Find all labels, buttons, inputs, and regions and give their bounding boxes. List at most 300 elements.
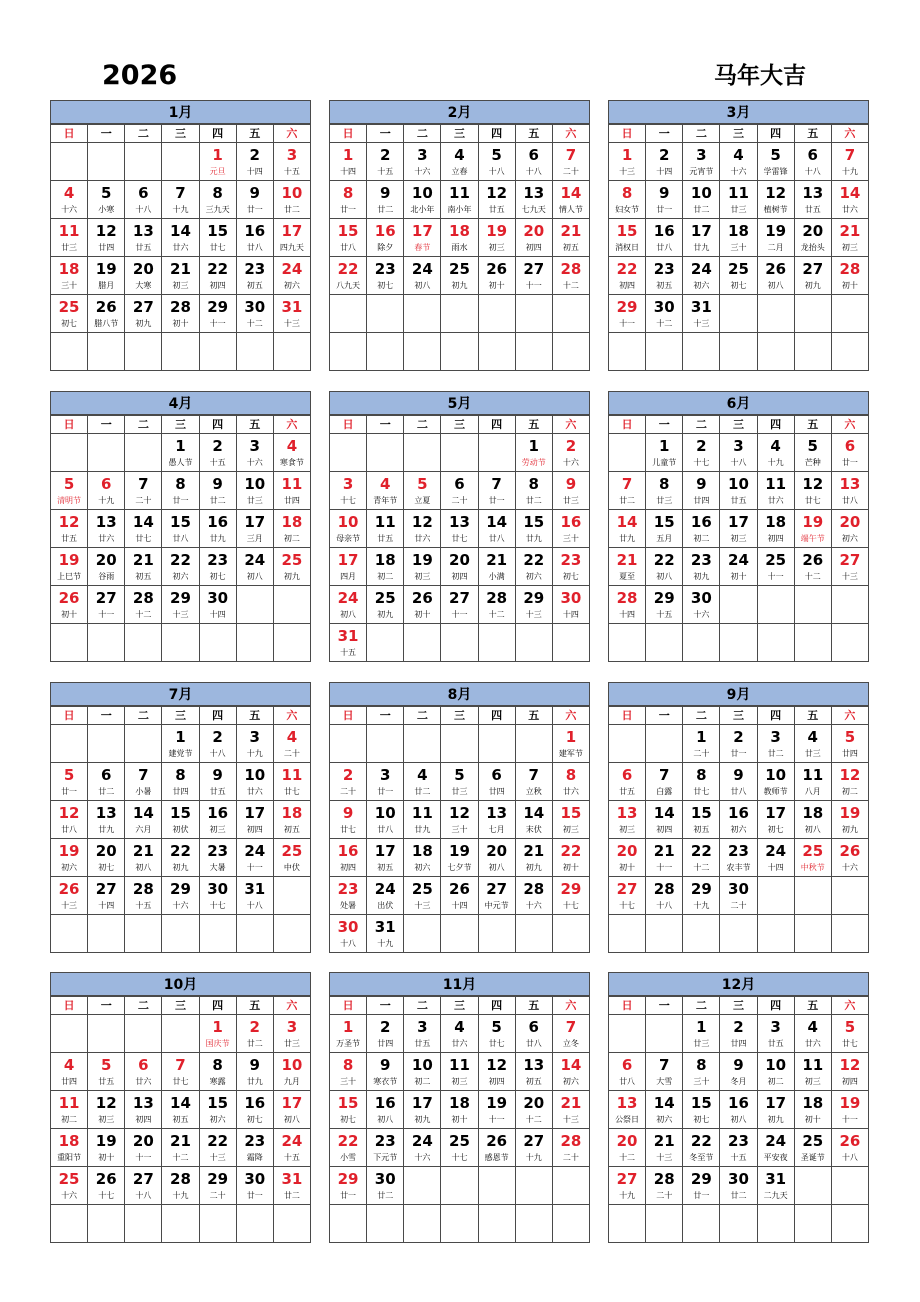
lunar-note: 廿五 (98, 1077, 115, 1086)
day-number: 6 (528, 146, 539, 164)
month-block (608, 100, 869, 371)
day-cell (831, 1015, 868, 1053)
day-number: 30 (337, 918, 359, 936)
day-cell (515, 181, 552, 219)
lunar-note: 二十 (283, 749, 300, 758)
day-cell (367, 143, 404, 181)
lunar-note: 三十 (340, 1077, 357, 1086)
lunar-note: 母亲节 (336, 534, 361, 543)
week-row (609, 434, 869, 472)
day-number: 15 (337, 1094, 359, 1112)
empty-cell (88, 1205, 125, 1243)
weekday-label: 六 (273, 707, 310, 725)
weekday-label: 日 (51, 416, 88, 434)
day-cell (515, 801, 552, 839)
empty-cell (757, 624, 794, 662)
day-cell (720, 877, 757, 915)
empty-cell (51, 624, 88, 662)
day-cell (236, 839, 273, 877)
day-cell (199, 295, 236, 333)
empty-cell (441, 624, 478, 662)
day-number: 2 (212, 437, 223, 455)
day-number: 3 (696, 146, 707, 164)
month-grid (329, 706, 590, 953)
day-cell (51, 219, 88, 257)
day-cell (720, 472, 757, 510)
day-number: 7 (844, 146, 856, 164)
day-cell (515, 472, 552, 510)
day-cell (720, 257, 757, 295)
day-cell (162, 839, 199, 877)
lunar-note: 十九 (172, 1191, 189, 1200)
lunar-note: 初五 (562, 243, 579, 252)
month-title: 6月 (608, 391, 869, 415)
day-cell (515, 1053, 552, 1091)
month-block (608, 682, 869, 953)
lunar-note: 十八 (841, 1153, 858, 1162)
day-number: 29 (170, 589, 191, 607)
day-cell (478, 143, 515, 181)
week-row (330, 1015, 590, 1053)
weekday-header-row (609, 416, 869, 434)
day-cell (162, 181, 199, 219)
lunar-note: 廿二 (377, 1191, 394, 1200)
empty-cell (404, 1205, 441, 1243)
lunar-note: 廿一 (246, 1191, 263, 1200)
lunar-note: 初二 (283, 534, 300, 543)
day-number: 10 (690, 184, 712, 202)
weekday-label: 五 (236, 997, 273, 1015)
day-cell (367, 548, 404, 586)
day-cell (609, 472, 646, 510)
day-number: 7 (138, 475, 149, 493)
empty-cell (683, 333, 720, 371)
day-number: 28 (132, 880, 154, 898)
lunar-note: 廿三 (562, 496, 579, 505)
lunar-note: 十三 (841, 572, 858, 581)
lunar-note: 五月 (656, 534, 673, 543)
day-cell (646, 1091, 683, 1129)
lunar-note: 初六 (693, 281, 710, 290)
day-number: 24 (244, 842, 266, 860)
empty-cell (757, 295, 794, 333)
empty-cell (367, 1205, 404, 1243)
lunar-note: 初七 (377, 281, 394, 290)
day-number: 18 (802, 1094, 824, 1112)
day-cell (646, 257, 683, 295)
empty-cell (125, 624, 162, 662)
day-cell (88, 1167, 125, 1205)
day-number: 14 (560, 1056, 582, 1074)
day-number: 17 (411, 222, 433, 240)
day-cell (125, 586, 162, 624)
day-number: 22 (337, 260, 359, 278)
day-cell (236, 219, 273, 257)
day-number: 27 (802, 260, 824, 278)
week-row (609, 472, 869, 510)
day-number: 12 (802, 475, 824, 493)
day-number: 12 (95, 222, 117, 240)
lunar-note: 廿三 (451, 787, 468, 796)
lunar-note: 初三 (209, 825, 226, 834)
weekday-label: 五 (515, 997, 552, 1015)
lunar-note: 十九 (693, 901, 710, 910)
day-number: 6 (491, 766, 502, 784)
lunar-note: 建党节 (168, 749, 193, 758)
empty-cell (330, 295, 367, 333)
day-cell (199, 510, 236, 548)
day-number: 13 (449, 513, 470, 531)
month-title: 1月 (50, 100, 311, 124)
day-cell (236, 1015, 273, 1053)
day-number: 25 (281, 842, 303, 860)
day-number: 26 (58, 589, 80, 607)
day-cell (794, 472, 831, 510)
day-number: 22 (207, 1132, 229, 1150)
day-cell (273, 143, 310, 181)
empty-cell (683, 1205, 720, 1243)
day-number: 7 (658, 766, 670, 784)
day-number: 23 (728, 1132, 749, 1150)
lunar-note: 初伏 (172, 825, 189, 834)
week-row (330, 548, 590, 586)
lunar-note: 寒衣节 (373, 1077, 398, 1086)
lunar-note: 建军节 (558, 749, 583, 758)
day-number: 24 (765, 1132, 787, 1150)
lunar-note: 初七 (98, 863, 115, 872)
day-number: 28 (839, 260, 861, 278)
lunar-note: 白露 (656, 787, 673, 796)
day-cell (757, 472, 794, 510)
lunar-note: 霜降 (246, 1153, 263, 1162)
day-cell (162, 548, 199, 586)
day-cell (330, 1129, 367, 1167)
day-cell (683, 510, 720, 548)
day-number: 20 (523, 222, 545, 240)
day-cell (88, 257, 125, 295)
day-cell (88, 548, 125, 586)
month-title: 3月 (608, 100, 869, 124)
week-row (330, 725, 590, 763)
week-row (330, 1205, 590, 1243)
weekday-label: 六 (552, 416, 589, 434)
lunar-note: 十一 (841, 1115, 858, 1124)
day-cell (441, 219, 478, 257)
day-cell (273, 839, 310, 877)
empty-cell (515, 1205, 552, 1243)
day-cell (404, 1015, 441, 1053)
day-number: 12 (411, 513, 433, 531)
empty-cell (794, 1205, 831, 1243)
month-block (329, 682, 590, 953)
lunar-note: 廿九 (619, 534, 636, 543)
day-cell (273, 1015, 310, 1053)
empty-cell (720, 586, 757, 624)
lunar-note: 初八 (340, 610, 357, 619)
lunar-note: 初九 (841, 825, 858, 834)
weekday-label: 三 (162, 125, 199, 143)
day-number: 26 (486, 260, 508, 278)
day-number: 14 (653, 804, 675, 822)
empty-cell (478, 624, 515, 662)
lunar-note: 廿六 (98, 534, 115, 543)
day-cell (199, 763, 236, 801)
day-cell (720, 801, 757, 839)
lunar-note: 十四 (451, 901, 468, 910)
day-number: 28 (523, 880, 545, 898)
empty-cell (794, 333, 831, 371)
lunar-note: 十五 (340, 648, 357, 657)
day-cell (404, 257, 441, 295)
day-number: 30 (560, 589, 582, 607)
day-cell (441, 1129, 478, 1167)
lunar-note: 初四 (841, 1077, 858, 1086)
day-cell (831, 219, 868, 257)
lunar-note: 四九天 (279, 243, 304, 252)
day-number: 24 (281, 260, 303, 278)
day-number: 28 (170, 298, 191, 316)
lunar-note: 廿八 (656, 243, 673, 252)
month-grid (329, 996, 590, 1243)
empty-cell (552, 624, 589, 662)
lunar-note: 廿一 (340, 205, 357, 214)
empty-cell (199, 624, 236, 662)
lunar-note: 初四 (340, 863, 357, 872)
lunar-note: 立秋 (525, 787, 542, 796)
weekday-label: 五 (236, 707, 273, 725)
lunar-note: 植树节 (763, 205, 788, 214)
week-row (51, 915, 311, 953)
empty-cell (273, 1205, 310, 1243)
day-number: 1 (696, 728, 707, 746)
lunar-note: 十一 (451, 610, 468, 619)
lunar-note: 初五 (246, 281, 263, 290)
day-cell (162, 877, 199, 915)
week-row (51, 1053, 311, 1091)
empty-cell (478, 725, 515, 763)
month-grid (608, 706, 869, 953)
month-title: 4月 (50, 391, 311, 415)
lunar-note: 廿四 (172, 787, 189, 796)
day-number: 23 (374, 1132, 396, 1150)
lunar-note: 十二 (619, 1153, 636, 1162)
lunar-note: 廿六 (841, 205, 858, 214)
day-number: 4 (379, 475, 391, 493)
day-number: 23 (244, 1132, 266, 1150)
day-cell (646, 219, 683, 257)
week-row (609, 624, 869, 662)
day-number: 13 (95, 513, 117, 531)
lunar-note: 廿八 (730, 787, 747, 796)
day-number: 28 (653, 880, 675, 898)
day-cell (478, 586, 515, 624)
day-cell (330, 472, 367, 510)
day-number: 17 (690, 222, 712, 240)
lunar-note: 十四 (656, 167, 673, 176)
day-number: 26 (765, 260, 787, 278)
day-cell (757, 763, 794, 801)
empty-cell (330, 725, 367, 763)
day-cell (125, 1167, 162, 1205)
day-cell (441, 1091, 478, 1129)
day-cell (794, 143, 831, 181)
day-number: 1 (212, 1018, 223, 1036)
lunar-note: 十一 (619, 319, 636, 328)
day-cell (404, 763, 441, 801)
lunar-note: 初六 (656, 1115, 673, 1124)
day-cell (720, 1053, 757, 1091)
empty-cell (88, 624, 125, 662)
lunar-note: 初三 (488, 243, 505, 252)
day-number: 8 (696, 766, 707, 784)
empty-cell (125, 1015, 162, 1053)
week-row (609, 333, 869, 371)
day-number: 29 (523, 589, 545, 607)
day-number: 11 (802, 766, 824, 784)
lunar-note: 十六 (562, 458, 579, 467)
day-number: 21 (560, 222, 582, 240)
day-number: 9 (379, 184, 391, 202)
lunar-note: 二十 (730, 901, 747, 910)
day-cell (515, 1129, 552, 1167)
day-number: 7 (658, 1056, 670, 1074)
day-cell (794, 510, 831, 548)
lunar-note: 廿九 (98, 825, 115, 834)
empty-cell (162, 1015, 199, 1053)
lunar-note: 廿四 (730, 1039, 747, 1048)
lunar-note: 出伏 (377, 901, 394, 910)
day-cell (330, 763, 367, 801)
lunar-note: 十四 (98, 901, 115, 910)
empty-cell (404, 725, 441, 763)
day-number: 6 (621, 766, 633, 784)
empty-cell (646, 1205, 683, 1243)
lunar-note: 初五 (656, 281, 673, 290)
empty-cell (831, 295, 868, 333)
lunar-note: 初七 (246, 1115, 263, 1124)
lunar-note: 清明节 (57, 496, 82, 505)
weekday-header-row (51, 416, 311, 434)
lunar-note: 廿一 (61, 787, 78, 796)
lunar-note: 十八 (488, 167, 505, 176)
day-number: 20 (95, 551, 117, 569)
lunar-note: 十一 (209, 319, 226, 328)
day-cell (367, 510, 404, 548)
empty-cell (51, 434, 88, 472)
lunar-note: 廿一 (730, 749, 747, 758)
lunar-note: 大暑 (209, 863, 226, 872)
day-cell (720, 143, 757, 181)
day-cell (404, 510, 441, 548)
day-number: 2 (696, 437, 707, 455)
weekday-header-row (51, 125, 311, 143)
day-cell (330, 1091, 367, 1129)
lunar-note: 中秋节 (800, 863, 825, 872)
day-cell (273, 219, 310, 257)
day-number: 19 (95, 1132, 117, 1150)
weekday-label: 日 (609, 125, 646, 143)
lunar-note: 大雪 (656, 1077, 673, 1086)
day-number: 17 (281, 1094, 303, 1112)
lunar-note: 廿二 (377, 205, 394, 214)
day-cell (683, 1167, 720, 1205)
lunar-note: 二十 (340, 787, 357, 796)
day-number: 27 (616, 880, 638, 898)
empty-cell (515, 295, 552, 333)
lunar-note: 初六 (841, 534, 858, 543)
day-cell (794, 434, 831, 472)
day-number: 12 (765, 184, 787, 202)
day-cell (831, 725, 868, 763)
lunar-note: 十二 (693, 863, 710, 872)
lunar-note: 十四 (209, 610, 226, 619)
day-cell (236, 763, 273, 801)
lunar-note: 廿五 (488, 205, 505, 214)
lunar-note: 廿三 (246, 496, 263, 505)
day-number: 6 (621, 1056, 633, 1074)
day-number: 22 (207, 260, 229, 278)
day-cell (273, 472, 310, 510)
lunar-note: 十二 (525, 1115, 542, 1124)
lunar-note: 廿四 (283, 496, 300, 505)
lunar-note: 万圣节 (336, 1039, 361, 1048)
empty-cell (125, 915, 162, 953)
lunar-note: 二十 (451, 496, 468, 505)
week-row (51, 1167, 311, 1205)
empty-cell (88, 725, 125, 763)
day-cell (515, 257, 552, 295)
day-number: 8 (342, 1056, 354, 1074)
lunar-note: 初七 (767, 825, 784, 834)
lunar-note: 寒露 (209, 1077, 226, 1086)
lunar-note: 元宵节 (689, 167, 714, 176)
lunar-note: 二十 (562, 167, 579, 176)
weekday-label: 日 (609, 416, 646, 434)
lunar-note: 十七 (451, 1153, 468, 1162)
day-cell (199, 725, 236, 763)
lunar-note: 初十 (451, 1115, 468, 1124)
day-number: 17 (765, 1094, 787, 1112)
day-number: 30 (207, 880, 229, 898)
weekday-header-row (51, 997, 311, 1015)
weekday-label: 一 (646, 125, 683, 143)
lunar-note: 廿七 (804, 496, 821, 505)
day-cell (683, 143, 720, 181)
day-number: 19 (486, 222, 508, 240)
empty-cell (552, 1205, 589, 1243)
lunar-note: 初六 (525, 572, 542, 581)
lunar-note: 寒食节 (279, 458, 304, 467)
day-number: 15 (690, 804, 712, 822)
lunar-note: 冬至节 (689, 1153, 714, 1162)
empty-cell (125, 434, 162, 472)
day-number: 8 (658, 475, 670, 493)
empty-cell (720, 1205, 757, 1243)
day-cell (88, 877, 125, 915)
lunar-note: 初四 (135, 1115, 152, 1124)
day-cell (404, 1091, 441, 1129)
day-number: 23 (337, 880, 359, 898)
day-cell (757, 219, 794, 257)
day-number: 22 (523, 551, 545, 569)
lunar-note: 初四 (246, 825, 263, 834)
day-cell (609, 1129, 646, 1167)
day-number: 1 (342, 146, 354, 164)
day-number: 2 (249, 1018, 260, 1036)
weekday-label: 一 (88, 416, 125, 434)
empty-cell (236, 624, 273, 662)
lunar-note: 十六 (414, 167, 431, 176)
